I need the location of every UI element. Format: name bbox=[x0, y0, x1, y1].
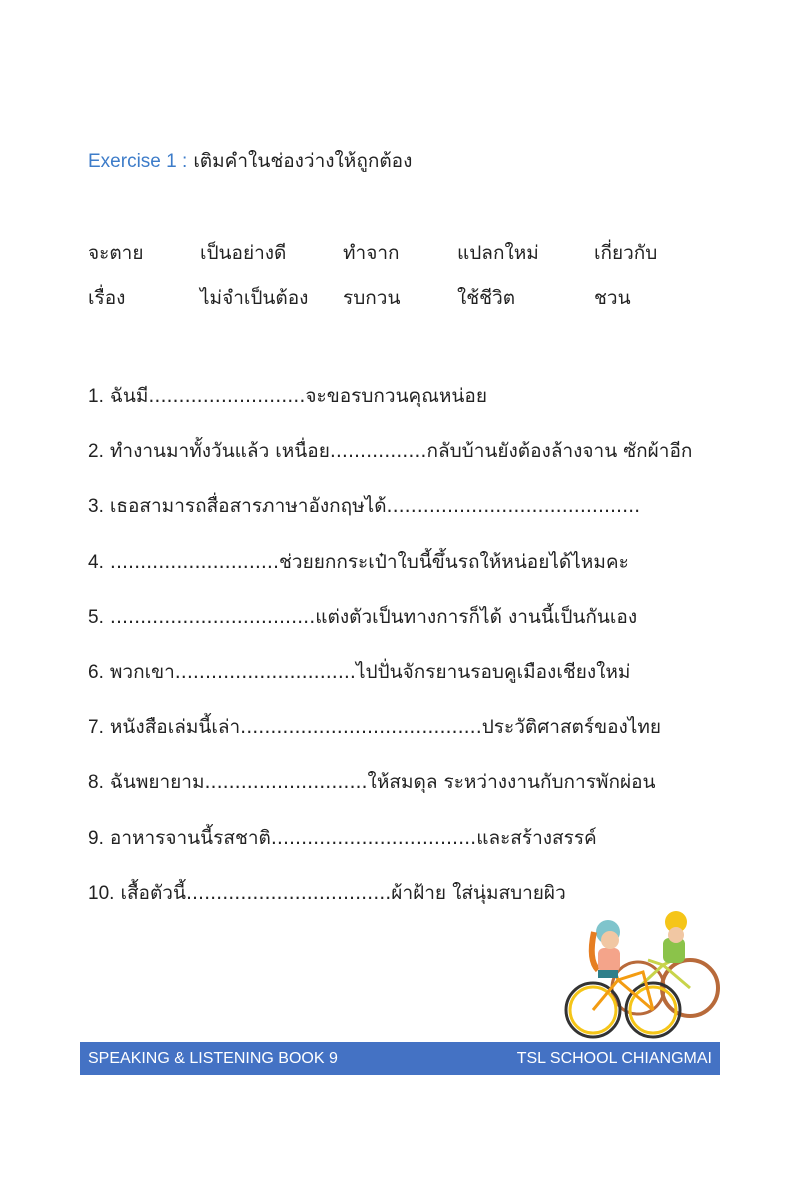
question-number: 6. bbox=[88, 662, 104, 683]
word-bank-item: เป็นอย่างดี bbox=[200, 242, 287, 264]
exercise-instruction: เติมคำในช่องว่างให้ถูกต้อง bbox=[193, 150, 413, 172]
question-number: 5. bbox=[88, 606, 104, 628]
question-item bbox=[88, 657, 630, 687]
exercise-title bbox=[88, 146, 412, 176]
question-item bbox=[88, 602, 637, 632]
children-cycling-illustration bbox=[558, 910, 728, 1040]
question-text: ..................................แต่งตัวเป็นทางการก็ได้ งานนี้เป็นกันเอง bbox=[109, 605, 638, 628]
exercise-label: Exercise 1 : bbox=[88, 151, 188, 172]
question-number: 8. bbox=[88, 772, 104, 794]
word-bank-item: แปลกใหม่ bbox=[457, 242, 539, 264]
word-bank-item: ไม่จำเป็นต้อง bbox=[200, 287, 309, 309]
question-item bbox=[88, 878, 566, 908]
question-number: 3. bbox=[88, 496, 104, 518]
footer-school-name: TSL SCHOOL CHIANGMAI bbox=[516, 1050, 712, 1067]
question-item bbox=[88, 767, 656, 797]
question-item bbox=[88, 436, 692, 466]
question-text: อาหารจานนี้รสชาติ..................................และสร้างสรรค์ bbox=[109, 826, 597, 849]
question-number: 2. bbox=[88, 441, 104, 463]
word-bank-item: ใช้ชีวิต bbox=[457, 287, 516, 309]
question-item bbox=[88, 823, 597, 853]
question-text: พวกเขา..............................ไปปั่นจักรยานรอบคูเมืองเชียงใหม่ bbox=[109, 661, 631, 683]
page-footer bbox=[80, 1042, 720, 1075]
question-item bbox=[88, 712, 661, 742]
question-text: เสื้อตัวนี้..................................ผ้าฝ้าย ใส่นุ่มสบายผิว bbox=[120, 881, 566, 904]
word-bank-item: จะตาย bbox=[88, 242, 144, 264]
question-item bbox=[88, 381, 487, 411]
word-bank-item: ชวน bbox=[594, 287, 631, 309]
question-item bbox=[88, 491, 640, 521]
footer-book-title: SPEAKING & LISTENING BOOK 9 bbox=[88, 1050, 338, 1067]
word-bank-item: เรื่อง bbox=[88, 287, 126, 309]
question-text: เธอสามารถสื่อสารภาษาอังกฤษได้.......................................... bbox=[109, 495, 641, 518]
question-number: 9. bbox=[88, 827, 104, 849]
question-text: ฉันพยายาม...........................ให้สมดุล ระหว่างงานกับการพักผ่อน bbox=[109, 771, 656, 794]
question-item bbox=[88, 547, 629, 577]
question-number: 1. bbox=[88, 386, 104, 407]
word-bank-item: รบกวน bbox=[343, 287, 401, 309]
question-number: 10. bbox=[88, 882, 115, 904]
question-text: หนังสือเล่มนี้เล่า........................................ประวัติศาสตร์ของไทย bbox=[109, 716, 661, 739]
question-text: ............................ช่วยยกกระเป๋าใบนี้ขึ้นรถให้หน่อยได้ไหมคะ bbox=[109, 550, 629, 573]
question-text: ทำงานมาทั้งวันแล้ว เหนื่อย................กลับบ้านยังต้องล้างจาน ซักผ้าอีก bbox=[109, 440, 693, 463]
word-bank-item: เกี่ยวกับ bbox=[594, 242, 658, 264]
question-number: 7. bbox=[88, 717, 104, 739]
question-text: ฉันมี..........................จะขอรบกวนคุณหน่อย bbox=[109, 385, 487, 407]
question-number: 4. bbox=[88, 551, 104, 573]
word-bank-item: ทำจาก bbox=[343, 242, 400, 264]
